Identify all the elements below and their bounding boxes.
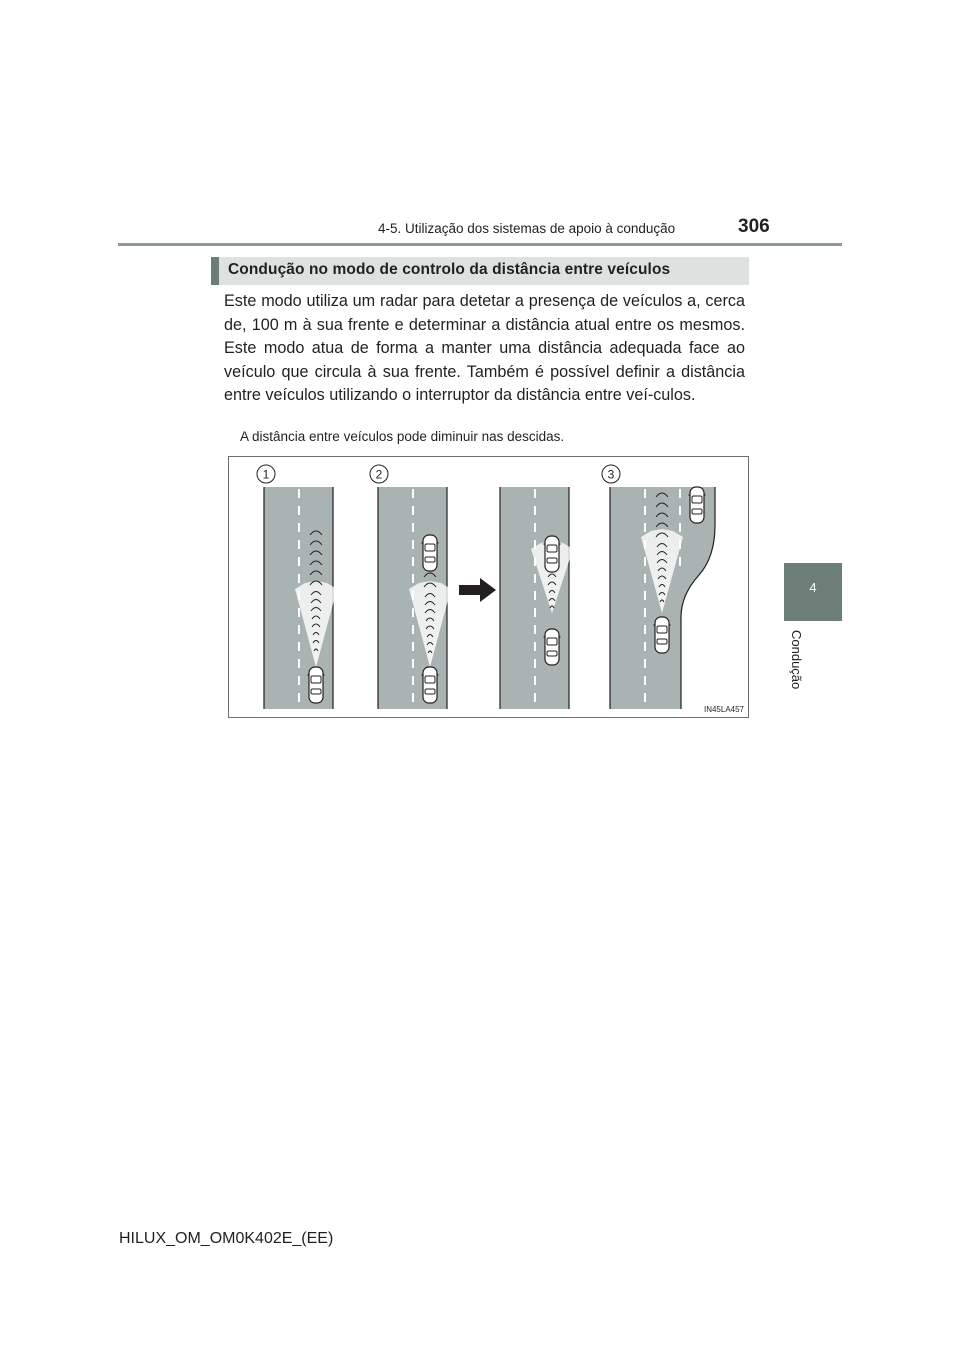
illustration-figure	[228, 456, 749, 718]
step-label-1	[257, 465, 275, 483]
chapter-tab-label: Condução	[789, 630, 804, 690]
radar-distance-illustration	[229, 457, 749, 718]
section-heading	[211, 257, 749, 285]
step-label-1-text: 1	[262, 467, 270, 482]
step-label-2-text: 2	[375, 467, 383, 482]
chapter-tab	[784, 563, 842, 621]
step-label-3	[602, 465, 620, 483]
road-scene-2	[378, 487, 451, 709]
figure-code: IN45LA457	[703, 705, 744, 714]
header-section-title: 4-5. Utilização dos sistemas de apoio à condução	[378, 221, 676, 236]
page-number: 306	[738, 216, 770, 237]
header-divider	[118, 243, 842, 246]
section-heading-text: Condução no modo de controlo da distância entre veículos	[228, 261, 671, 278]
note-text: A distância entre veículos pode diminuir nas descidas.	[240, 429, 565, 444]
step-label-3-text: 3	[607, 467, 615, 482]
transition-arrow	[459, 578, 496, 602]
chapter-tab-number: 4	[809, 580, 817, 595]
body-paragraph: Este modo utiliza um radar para detetar a presença de veículos a, cerca de, 100 m à sua frente e determinar a distância atual entre os mesmos. Este modo atua de forma a manter uma distância adequada face ao veículo que circula à sua frente. Também é possível definir a distância entre veículos utilizando o interruptor da distância entre veí-culos.	[224, 292, 745, 404]
step-label-2	[370, 465, 388, 483]
footer-document-code: HILUX_OM_OM0K402E_(EE)	[119, 1230, 334, 1247]
road-scene-1	[264, 487, 337, 709]
road-scene-4	[610, 487, 715, 709]
road-scene-3	[500, 487, 573, 709]
